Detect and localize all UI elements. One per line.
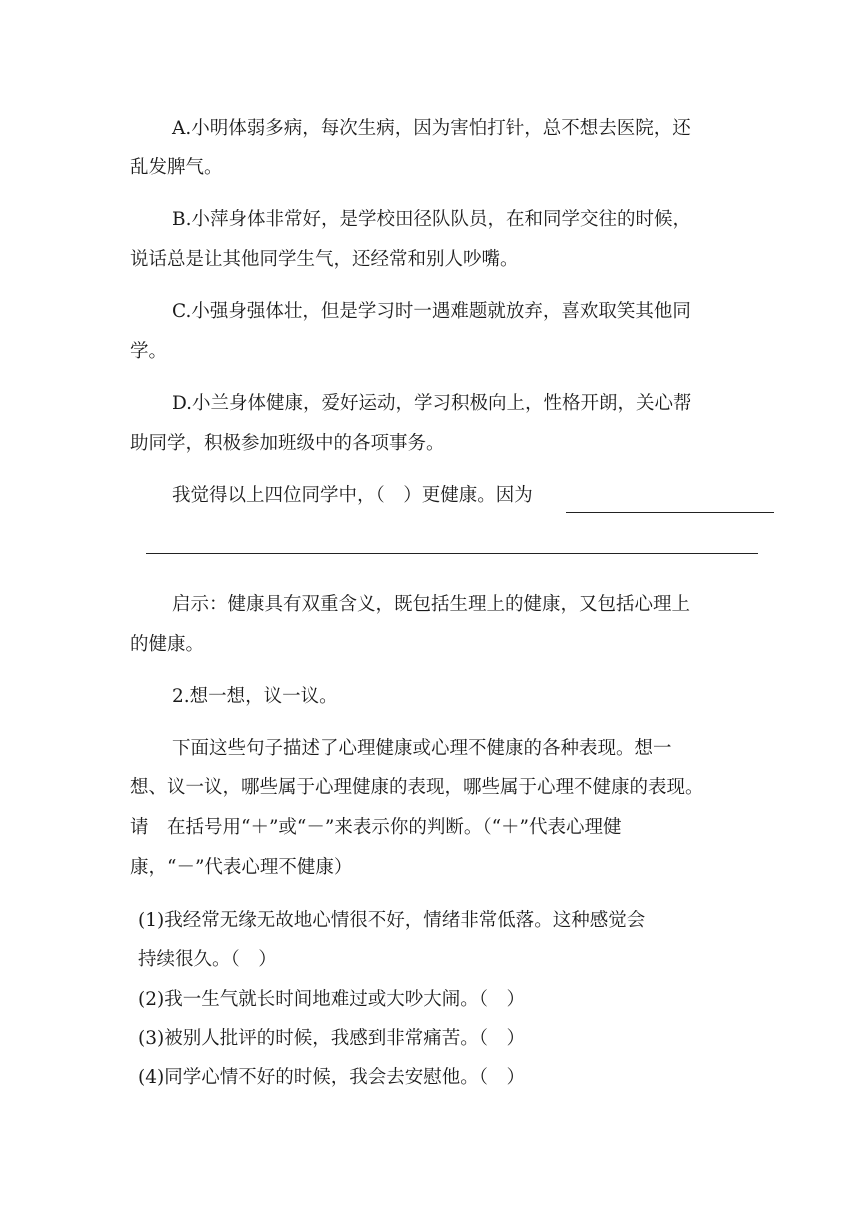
option-b-line-1: B.小萍身体非常好，是学校田径队队员，在和同学交往的时候， [172, 209, 691, 230]
instruction-line-2: 想、议一议，哪些属于心理健康的表现，哪些属于心理不健康的表现。 [130, 777, 704, 798]
option-d-line-2: 助同学，积极参加班级中的各项事务。 [130, 433, 445, 454]
item-2: (2)我一生气就长时间地难过或大吵大闹。（ ） [138, 989, 525, 1010]
option-b-line-2: 说话总是让其他同学生气，还经常和别人吵嘴。 [130, 249, 519, 270]
section2-title: 2.想一想，议一议。 [172, 686, 338, 707]
revelation-line-2: 的健康。 [130, 634, 205, 655]
answer-blank-line-1[interactable] [566, 512, 774, 513]
item-1-line-1: (1)我经常无缘无故地心情很不好，情绪非常低落。这种感觉会 [138, 910, 646, 931]
item-3: (3)被别人批评的时候，我感到非常痛苦。（ ） [138, 1028, 525, 1049]
option-c-line-1: C.小强身强体壮，但是学习时一遇难题就放弃，喜欢取笑其他同 [172, 301, 691, 322]
instruction-line-4: 康，“－”代表心理不健康） [130, 857, 353, 878]
option-d-line-1: D.小兰身体健康，爱好运动，学习积极向上，性格开朗，关心帮 [172, 393, 692, 414]
option-c-line-2: 学。 [130, 341, 168, 362]
item-1-line-2: 持续很久。（ ） [138, 949, 277, 970]
revelation-line-1: 启示：健康具有双重含义，既包括生理上的健康，又包括心理上 [172, 594, 691, 615]
answer-blank-line-2[interactable] [146, 553, 758, 554]
instruction-line-1: 下面这些句子描述了心理健康或心理不健康的各种表现。想一 [172, 738, 672, 759]
option-a-line-1: A.小明体弱多病，每次生病，因为害怕打针，总不想去医院，还 [172, 118, 691, 139]
instruction-line-3: 请 在括号用“＋”或“－”来表示你的判断。（“＋”代表心理健 [130, 817, 622, 838]
option-a-line-2: 乱发脾气。 [130, 157, 223, 178]
fill-prompt: 我觉得以上四位同学中，（ ）更健康。因为 [172, 485, 533, 506]
item-4: (4)同学心情不好的时候，我会去安慰他。（ ） [138, 1067, 525, 1088]
